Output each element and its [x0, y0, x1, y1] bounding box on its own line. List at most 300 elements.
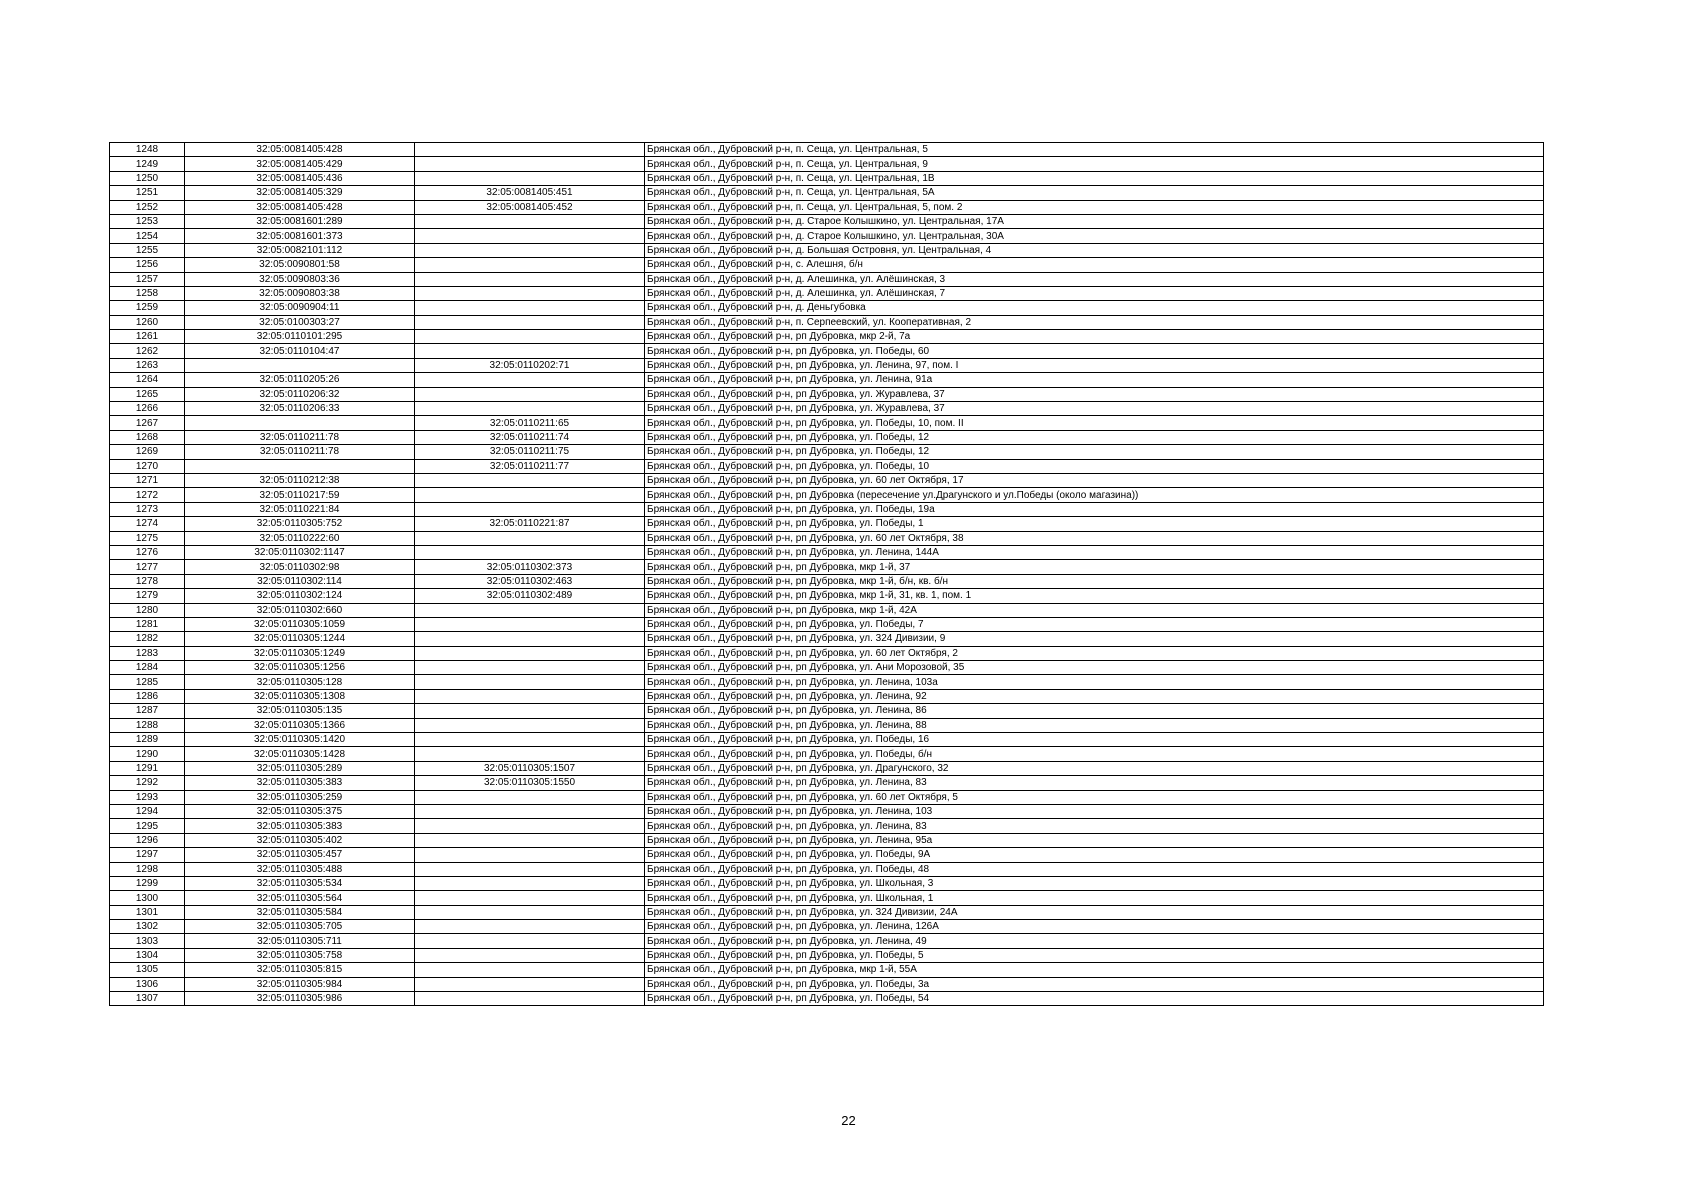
object-number-cell [415, 862, 645, 876]
table-row [110, 603, 1544, 617]
address-cell: Брянская обл., Дубровский р-н, рп Дубровка (пересечение ул.Драгунского и ул.Победы (около магазина)) [645, 488, 1544, 502]
cadastral-number-cell: 32:05:0110305:1059 [185, 617, 415, 631]
row-number-cell: 1272 [110, 488, 185, 502]
row-number-cell: 1280 [110, 603, 185, 617]
table-row [110, 920, 1544, 934]
object-number-cell [415, 387, 645, 401]
cadastral-number-cell: 32:05:0110305:1420 [185, 733, 415, 747]
object-number-cell: 32:05:0110305:1507 [415, 761, 645, 775]
object-number-cell [415, 848, 645, 862]
row-number-cell: 1257 [110, 272, 185, 286]
row-number-cell: 1287 [110, 704, 185, 718]
cadastral-number-cell: 32:05:0110305:984 [185, 977, 415, 991]
table-row [110, 905, 1544, 919]
row-number-cell: 1263 [110, 358, 185, 372]
cadastral-number-cell: 32:05:0110305:752 [185, 517, 415, 531]
cadastral-number-cell: 32:05:0081405:329 [185, 186, 415, 200]
cadastral-number-cell: 32:05:0110212:38 [185, 473, 415, 487]
table-row [110, 733, 1544, 747]
cadastral-number-cell: 32:05:0081405:428 [185, 143, 415, 157]
object-number-cell: 32:05:0110302:373 [415, 560, 645, 574]
table-row [110, 445, 1544, 459]
row-number-cell: 1292 [110, 776, 185, 790]
table-row [110, 517, 1544, 531]
cadastral-number-cell: 32:05:0110305:1249 [185, 646, 415, 660]
address-cell: Брянская обл., Дубровский р-н, рп Дубровка, ул. Победы, б/н [645, 747, 1544, 761]
object-number-cell [415, 373, 645, 387]
cadastral-number-cell: 32:05:0110305:1366 [185, 718, 415, 732]
cadastral-number-cell: 32:05:0110305:1256 [185, 661, 415, 675]
cadastral-number-cell: 32:05:0110305:289 [185, 761, 415, 775]
table-row [110, 661, 1544, 675]
cadastral-number-cell: 32:05:0110305:375 [185, 804, 415, 818]
object-number-cell: 32:05:0081405:451 [415, 186, 645, 200]
address-cell: Брянская обл., Дубровский р-н, д. Большая Островня, ул. Центральная, 4 [645, 243, 1544, 257]
cadastral-number-cell: 32:05:0110305:488 [185, 862, 415, 876]
cadastral-number-cell: 32:05:0100303:27 [185, 315, 415, 329]
row-number-cell: 1283 [110, 646, 185, 660]
address-cell: Брянская обл., Дубровский р-н, рп Дубровка, ул. Победы, 54 [645, 992, 1544, 1006]
address-cell: Брянская обл., Дубровский р-н, рп Дубровка, ул. Победы, 10 [645, 459, 1544, 473]
table-body [110, 143, 1544, 1006]
table-row [110, 992, 1544, 1006]
table-row [110, 848, 1544, 862]
row-number-cell: 1301 [110, 905, 185, 919]
object-number-cell [415, 819, 645, 833]
cadastral-number-cell: 32:05:0110302:114 [185, 574, 415, 588]
address-cell: Брянская обл., Дубровский р-н, рп Дубровка, мкр 1-й, 55А [645, 963, 1544, 977]
table-row [110, 330, 1544, 344]
cadastral-number-cell: 32:05:0110302:98 [185, 560, 415, 574]
table-row [110, 416, 1544, 430]
row-number-cell: 1303 [110, 934, 185, 948]
table-row [110, 200, 1544, 214]
address-cell: Брянская обл., Дубровский р-н, рп Дубровка, ул. Школьная, 1 [645, 891, 1544, 905]
table-row [110, 459, 1544, 473]
cadastral-number-cell: 32:05:0081405:428 [185, 200, 415, 214]
table-row [110, 891, 1544, 905]
row-number-cell: 1250 [110, 171, 185, 185]
address-cell: Брянская обл., Дубровский р-н, п. Серпеевский, ул. Кооперативная, 2 [645, 315, 1544, 329]
address-cell: Брянская обл., Дубровский р-н, рп Дубровка, ул. Ленина, 88 [645, 718, 1544, 732]
address-cell: Брянская обл., Дубровский р-н, рп Дубровка, ул. Ленина, 49 [645, 934, 1544, 948]
address-cell: Брянская обл., Дубровский р-н, рп Дубровка, ул. Победы, 16 [645, 733, 1544, 747]
object-number-cell [415, 632, 645, 646]
row-number-cell: 1249 [110, 157, 185, 171]
object-number-cell: 32:05:0110302:463 [415, 574, 645, 588]
cadastral-number-cell: 32:05:0082101:112 [185, 243, 415, 257]
address-cell: Брянская обл., Дубровский р-н, рп Дубровка, ул. 60 лет Октября, 5 [645, 790, 1544, 804]
cadastral-number-cell: 32:05:0081405:429 [185, 157, 415, 171]
row-number-cell: 1294 [110, 804, 185, 818]
object-number-cell [415, 344, 645, 358]
row-number-cell: 1271 [110, 473, 185, 487]
table-row [110, 373, 1544, 387]
row-number-cell: 1254 [110, 229, 185, 243]
address-cell: Брянская обл., Дубровский р-н, рп Дубровка, ул. Победы, 12 [645, 430, 1544, 444]
row-number-cell: 1275 [110, 531, 185, 545]
row-number-cell: 1269 [110, 445, 185, 459]
cadastral-number-cell [185, 358, 415, 372]
cadastral-number-cell: 32:05:0090904:11 [185, 301, 415, 315]
cadastral-number-cell: 32:05:0110206:32 [185, 387, 415, 401]
address-cell: Брянская обл., Дубровский р-н, п. Сеща, ул. Центральная, 5, пом. 2 [645, 200, 1544, 214]
cadastral-number-cell: 32:05:0110305:259 [185, 790, 415, 804]
object-number-cell [415, 157, 645, 171]
object-number-cell: 32:05:0110221:87 [415, 517, 645, 531]
address-cell: Брянская обл., Дубровский р-н, п. Сеща, ул. Центральная, 9 [645, 157, 1544, 171]
table-row [110, 862, 1544, 876]
object-number-cell [415, 171, 645, 185]
row-number-cell: 1300 [110, 891, 185, 905]
table-row [110, 243, 1544, 257]
cadastral-number-cell: 32:05:0110101:295 [185, 330, 415, 344]
row-number-cell: 1261 [110, 330, 185, 344]
object-number-cell [415, 977, 645, 991]
address-cell: Брянская обл., Дубровский р-н, рп Дубровка, ул. Ленина, 144А [645, 545, 1544, 559]
object-number-cell [415, 675, 645, 689]
row-number-cell: 1298 [110, 862, 185, 876]
row-number-cell: 1279 [110, 589, 185, 603]
row-number-cell: 1262 [110, 344, 185, 358]
table-row [110, 704, 1544, 718]
address-cell: Брянская обл., Дубровский р-н, рп Дубровка, ул. Ленина, 97, пом. I [645, 358, 1544, 372]
row-number-cell: 1273 [110, 502, 185, 516]
row-number-cell: 1299 [110, 876, 185, 890]
table-row [110, 761, 1544, 775]
row-number-cell: 1277 [110, 560, 185, 574]
cadastral-number-cell: 32:05:0110217:59 [185, 488, 415, 502]
object-number-cell [415, 488, 645, 502]
table-row [110, 286, 1544, 300]
object-number-cell: 32:05:0110305:1550 [415, 776, 645, 790]
object-number-cell: 32:05:0081405:452 [415, 200, 645, 214]
cadastral-number-cell: 32:05:0110305:1308 [185, 689, 415, 703]
object-number-cell [415, 330, 645, 344]
address-cell: Брянская обл., Дубровский р-н, рп Дубровка, ул. Ленина, 103а [645, 675, 1544, 689]
row-number-cell: 1268 [110, 430, 185, 444]
address-cell: Брянская обл., Дубровский р-н, рп Дубровка, ул. Победы, 3а [645, 977, 1544, 991]
address-cell: Брянская обл., Дубровский р-н, д. Старое Колышкино, ул. Центральная, 30А [645, 229, 1544, 243]
row-number-cell: 1290 [110, 747, 185, 761]
table-row [110, 790, 1544, 804]
address-cell: Брянская обл., Дубровский р-н, рп Дубровка, ул. Ленина, 103 [645, 804, 1544, 818]
table-row [110, 545, 1544, 559]
cadastral-number-cell: 32:05:0090803:36 [185, 272, 415, 286]
table-row [110, 502, 1544, 516]
object-number-cell [415, 876, 645, 890]
address-cell: Брянская обл., Дубровский р-н, рп Дубровка, ул. Ленина, 92 [645, 689, 1544, 703]
object-number-cell [415, 718, 645, 732]
address-cell: Брянская обл., Дубровский р-н, д. Алешинка, ул. Алёшинская, 3 [645, 272, 1544, 286]
cadastral-number-cell: 32:05:0110305:758 [185, 948, 415, 962]
cadastral-number-cell [185, 416, 415, 430]
address-cell: Брянская обл., Дубровский р-н, рп Дубровка, ул. 60 лет Октября, 38 [645, 531, 1544, 545]
row-number-cell: 1259 [110, 301, 185, 315]
object-number-cell [415, 603, 645, 617]
cadastral-number-cell: 32:05:0110305:584 [185, 905, 415, 919]
object-number-cell [415, 689, 645, 703]
address-cell: Брянская обл., Дубровский р-н, рп Дубровка, ул. Ленина, 83 [645, 776, 1544, 790]
object-number-cell [415, 402, 645, 416]
table-row [110, 358, 1544, 372]
row-number-cell: 1288 [110, 718, 185, 732]
object-number-cell [415, 243, 645, 257]
object-number-cell [415, 301, 645, 315]
object-number-cell: 32:05:0110211:74 [415, 430, 645, 444]
table-row [110, 344, 1544, 358]
table-row [110, 143, 1544, 157]
object-number-cell [415, 286, 645, 300]
table-row [110, 301, 1544, 315]
row-number-cell: 1291 [110, 761, 185, 775]
table-row [110, 272, 1544, 286]
address-cell: Брянская обл., Дубровский р-н, рп Дубровка, ул. Драгунского, 32 [645, 761, 1544, 775]
object-number-cell [415, 790, 645, 804]
address-cell: Брянская обл., Дубровский р-н, рп Дубровка, ул. Ани Морозовой, 35 [645, 661, 1544, 675]
address-cell: Брянская обл., Дубровский р-н, с. Алешня, б/н [645, 258, 1544, 272]
object-number-cell [415, 747, 645, 761]
table-row [110, 747, 1544, 761]
cadastral-number-cell: 32:05:0110211:78 [185, 445, 415, 459]
cadastral-number-cell: 32:05:0110222:60 [185, 531, 415, 545]
table-row [110, 617, 1544, 631]
object-number-cell [415, 704, 645, 718]
address-cell: Брянская обл., Дубровский р-н, рп Дубровка, ул. Победы, 12 [645, 445, 1544, 459]
table-row [110, 977, 1544, 991]
address-cell: Брянская обл., Дубровский р-н, рп Дубровка, ул. Победы, 48 [645, 862, 1544, 876]
table-row [110, 186, 1544, 200]
cadastral-number-cell: 32:05:0110221:84 [185, 502, 415, 516]
cadastral-number-cell: 32:05:0110305:705 [185, 920, 415, 934]
cadastral-number-cell: 32:05:0110305:1428 [185, 747, 415, 761]
address-cell: Брянская обл., Дубровский р-н, рп Дубровка, ул. Победы, 1 [645, 517, 1544, 531]
object-number-cell [415, 646, 645, 660]
object-number-cell: 32:05:0110211:77 [415, 459, 645, 473]
cadastral-number-cell: 32:05:0090803:38 [185, 286, 415, 300]
cadastral-number-cell: 32:05:0110305:402 [185, 833, 415, 847]
object-number-cell [415, 214, 645, 228]
table-row [110, 229, 1544, 243]
address-cell: Брянская обл., Дубровский р-н, рп Дубровка, ул. Ленина, 126А [645, 920, 1544, 934]
table-row [110, 589, 1544, 603]
address-cell: Брянская обл., Дубровский р-н, рп Дубровка, мкр 1-й, 42А [645, 603, 1544, 617]
table-row [110, 402, 1544, 416]
address-cell: Брянская обл., Дубровский р-н, рп Дубровка, мкр 1-й, 31, кв. 1, пом. 1 [645, 589, 1544, 603]
address-cell: Брянская обл., Дубровский р-н, д. Старое Колышкино, ул. Центральная, 17А [645, 214, 1544, 228]
table-row [110, 689, 1544, 703]
table-row [110, 804, 1544, 818]
cadastral-number-cell: 32:05:0110302:1147 [185, 545, 415, 559]
object-number-cell [415, 272, 645, 286]
table-row [110, 214, 1544, 228]
table-row [110, 718, 1544, 732]
cadastral-number-cell: 32:05:0081601:373 [185, 229, 415, 243]
row-number-cell: 1296 [110, 833, 185, 847]
row-number-cell: 1256 [110, 258, 185, 272]
object-number-cell [415, 545, 645, 559]
cadastral-number-cell: 32:05:0110305:128 [185, 675, 415, 689]
cadastral-number-cell: 32:05:0110305:711 [185, 934, 415, 948]
row-number-cell: 1253 [110, 214, 185, 228]
object-number-cell [415, 905, 645, 919]
address-cell: Брянская обл., Дубровский р-н, рп Дубровка, ул. 60 лет Октября, 17 [645, 473, 1544, 487]
cadastral-number-cell: 32:05:0110305:457 [185, 848, 415, 862]
table-row [110, 430, 1544, 444]
table-row [110, 171, 1544, 185]
row-number-cell: 1293 [110, 790, 185, 804]
page-number: 22 [841, 1113, 856, 1128]
cadastral-number-cell: 32:05:0110305:815 [185, 963, 415, 977]
object-number-cell: 32:05:0110211:75 [415, 445, 645, 459]
row-number-cell: 1278 [110, 574, 185, 588]
row-number-cell: 1302 [110, 920, 185, 934]
row-number-cell: 1252 [110, 200, 185, 214]
table-row [110, 646, 1544, 660]
row-number-cell: 1266 [110, 402, 185, 416]
cadastral-number-cell: 32:05:0110211:78 [185, 430, 415, 444]
table-row [110, 488, 1544, 502]
object-number-cell: 32:05:0110302:489 [415, 589, 645, 603]
object-number-cell [415, 891, 645, 905]
row-number-cell: 1282 [110, 632, 185, 646]
row-number-cell: 1260 [110, 315, 185, 329]
address-cell: Брянская обл., Дубровский р-н, рп Дубровка, ул. 324 Дивизии, 24А [645, 905, 1544, 919]
address-cell: Брянская обл., Дубровский р-н, д. Деньгубовка [645, 301, 1544, 315]
table-row [110, 560, 1544, 574]
object-number-cell [415, 948, 645, 962]
object-number-cell [415, 143, 645, 157]
address-cell: Брянская обл., Дубровский р-н, рп Дубровка, мкр 1-й, 37 [645, 560, 1544, 574]
cadastral-number-cell: 32:05:0090801:58 [185, 258, 415, 272]
address-cell: Брянская обл., Дубровский р-н, рп Дубровка, ул. Победы, 10, пом. II [645, 416, 1544, 430]
row-number-cell: 1248 [110, 143, 185, 157]
row-number-cell: 1286 [110, 689, 185, 703]
object-number-cell [415, 473, 645, 487]
table-row [110, 574, 1544, 588]
address-cell: Брянская обл., Дубровский р-н, д. Алешинка, ул. Алёшинская, 7 [645, 286, 1544, 300]
cadastral-number-cell: 32:05:0110104:47 [185, 344, 415, 358]
cadastral-number-cell: 32:05:0110305:135 [185, 704, 415, 718]
cadastral-number-cell: 32:05:0110205:26 [185, 373, 415, 387]
address-cell: Брянская обл., Дубровский р-н, рп Дубровка, ул. Победы, 9А [645, 848, 1544, 862]
object-number-cell [415, 531, 645, 545]
table-row [110, 531, 1544, 545]
address-cell: Брянская обл., Дубровский р-н, п. Сеща, ул. Центральная, 5 [645, 143, 1544, 157]
row-number-cell: 1307 [110, 992, 185, 1006]
row-number-cell: 1304 [110, 948, 185, 962]
row-number-cell: 1255 [110, 243, 185, 257]
table-row [110, 776, 1544, 790]
object-number-cell [415, 733, 645, 747]
object-number-cell: 32:05:0110202:71 [415, 358, 645, 372]
address-cell: Брянская обл., Дубровский р-н, рп Дубровка, ул. Ленина, 86 [645, 704, 1544, 718]
address-cell: Брянская обл., Дубровский р-н, рп Дубровка, ул. Победы, 7 [645, 617, 1544, 631]
address-cell: Брянская обл., Дубровский р-н, рп Дубровка, ул. Школьная, 3 [645, 876, 1544, 890]
row-number-cell: 1289 [110, 733, 185, 747]
table-row [110, 473, 1544, 487]
address-cell: Брянская обл., Дубровский р-н, рп Дубровка, ул. 60 лет Октября, 2 [645, 646, 1544, 660]
object-number-cell: 32:05:0110211:65 [415, 416, 645, 430]
cadastral-number-cell: 32:05:0110305:383 [185, 819, 415, 833]
address-cell: Брянская обл., Дубровский р-н, рп Дубровка, ул. Ленина, 83 [645, 819, 1544, 833]
address-cell: Брянская обл., Дубровский р-н, рп Дубровка, ул. Ленина, 95а [645, 833, 1544, 847]
row-number-cell: 1267 [110, 416, 185, 430]
object-number-cell [415, 617, 645, 631]
object-number-cell [415, 258, 645, 272]
cadastral-number-cell: 32:05:0110305:383 [185, 776, 415, 790]
address-cell: Брянская обл., Дубровский р-н, рп Дубровка, ул. Журавлева, 37 [645, 387, 1544, 401]
row-number-cell: 1265 [110, 387, 185, 401]
row-number-cell: 1251 [110, 186, 185, 200]
cadastral-number-cell: 32:05:0110305:986 [185, 992, 415, 1006]
address-cell: Брянская обл., Дубровский р-н, рп Дубровка, мкр 2-й, 7а [645, 330, 1544, 344]
table-row [110, 315, 1544, 329]
address-cell: Брянская обл., Дубровский р-н, рп Дубровка, ул. Журавлева, 37 [645, 402, 1544, 416]
address-cell: Брянская обл., Дубровский р-н, п. Сеща, ул. Центральная, 5А [645, 186, 1544, 200]
address-cell: Брянская обл., Дубровский р-н, рп Дубровка, ул. Ленина, 91а [645, 373, 1544, 387]
object-number-cell [415, 229, 645, 243]
table-row [110, 934, 1544, 948]
address-cell: Брянская обл., Дубровский р-н, п. Сеща, ул. Центральная, 1В [645, 171, 1544, 185]
object-number-cell [415, 920, 645, 934]
row-number-cell: 1281 [110, 617, 185, 631]
cadastral-number-cell: 32:05:0081405:436 [185, 171, 415, 185]
cadastral-number-cell: 32:05:0110206:33 [185, 402, 415, 416]
cadastral-number-cell: 32:05:0110305:1244 [185, 632, 415, 646]
property-table [109, 142, 1544, 1006]
table-row [110, 876, 1544, 890]
row-number-cell: 1258 [110, 286, 185, 300]
address-cell: Брянская обл., Дубровский р-н, рп Дубровка, ул. Победы, 60 [645, 344, 1544, 358]
cadastral-number-cell: 32:05:0110302:660 [185, 603, 415, 617]
table-row [110, 675, 1544, 689]
table-row [110, 833, 1544, 847]
object-number-cell [415, 992, 645, 1006]
object-number-cell [415, 661, 645, 675]
row-number-cell: 1284 [110, 661, 185, 675]
row-number-cell: 1306 [110, 977, 185, 991]
address-cell: Брянская обл., Дубровский р-н, рп Дубровка, ул. 324 Дивизии, 9 [645, 632, 1544, 646]
table-row [110, 948, 1544, 962]
cadastral-number-cell: 32:05:0110305:534 [185, 876, 415, 890]
cadastral-number-cell [185, 459, 415, 473]
address-cell: Брянская обл., Дубровский р-н, рп Дубровка, мкр 1-й, б/н, кв. б/н [645, 574, 1544, 588]
table-row [110, 258, 1544, 272]
table-row [110, 632, 1544, 646]
row-number-cell: 1276 [110, 545, 185, 559]
address-cell: Брянская обл., Дубровский р-н, рп Дубровка, ул. Победы, 19а [645, 502, 1544, 516]
table-row [110, 819, 1544, 833]
row-number-cell: 1295 [110, 819, 185, 833]
table-row [110, 387, 1544, 401]
row-number-cell: 1264 [110, 373, 185, 387]
address-cell: Брянская обл., Дубровский р-н, рп Дубровка, ул. Победы, 5 [645, 948, 1544, 962]
object-number-cell [415, 804, 645, 818]
row-number-cell: 1285 [110, 675, 185, 689]
table-row [110, 963, 1544, 977]
row-number-cell: 1274 [110, 517, 185, 531]
cadastral-number-cell: 32:05:0081601:289 [185, 214, 415, 228]
object-number-cell [415, 934, 645, 948]
cadastral-number-cell: 32:05:0110305:564 [185, 891, 415, 905]
cadastral-number-cell: 32:05:0110302:124 [185, 589, 415, 603]
object-number-cell [415, 963, 645, 977]
row-number-cell: 1305 [110, 963, 185, 977]
object-number-cell [415, 315, 645, 329]
object-number-cell [415, 502, 645, 516]
object-number-cell [415, 833, 645, 847]
